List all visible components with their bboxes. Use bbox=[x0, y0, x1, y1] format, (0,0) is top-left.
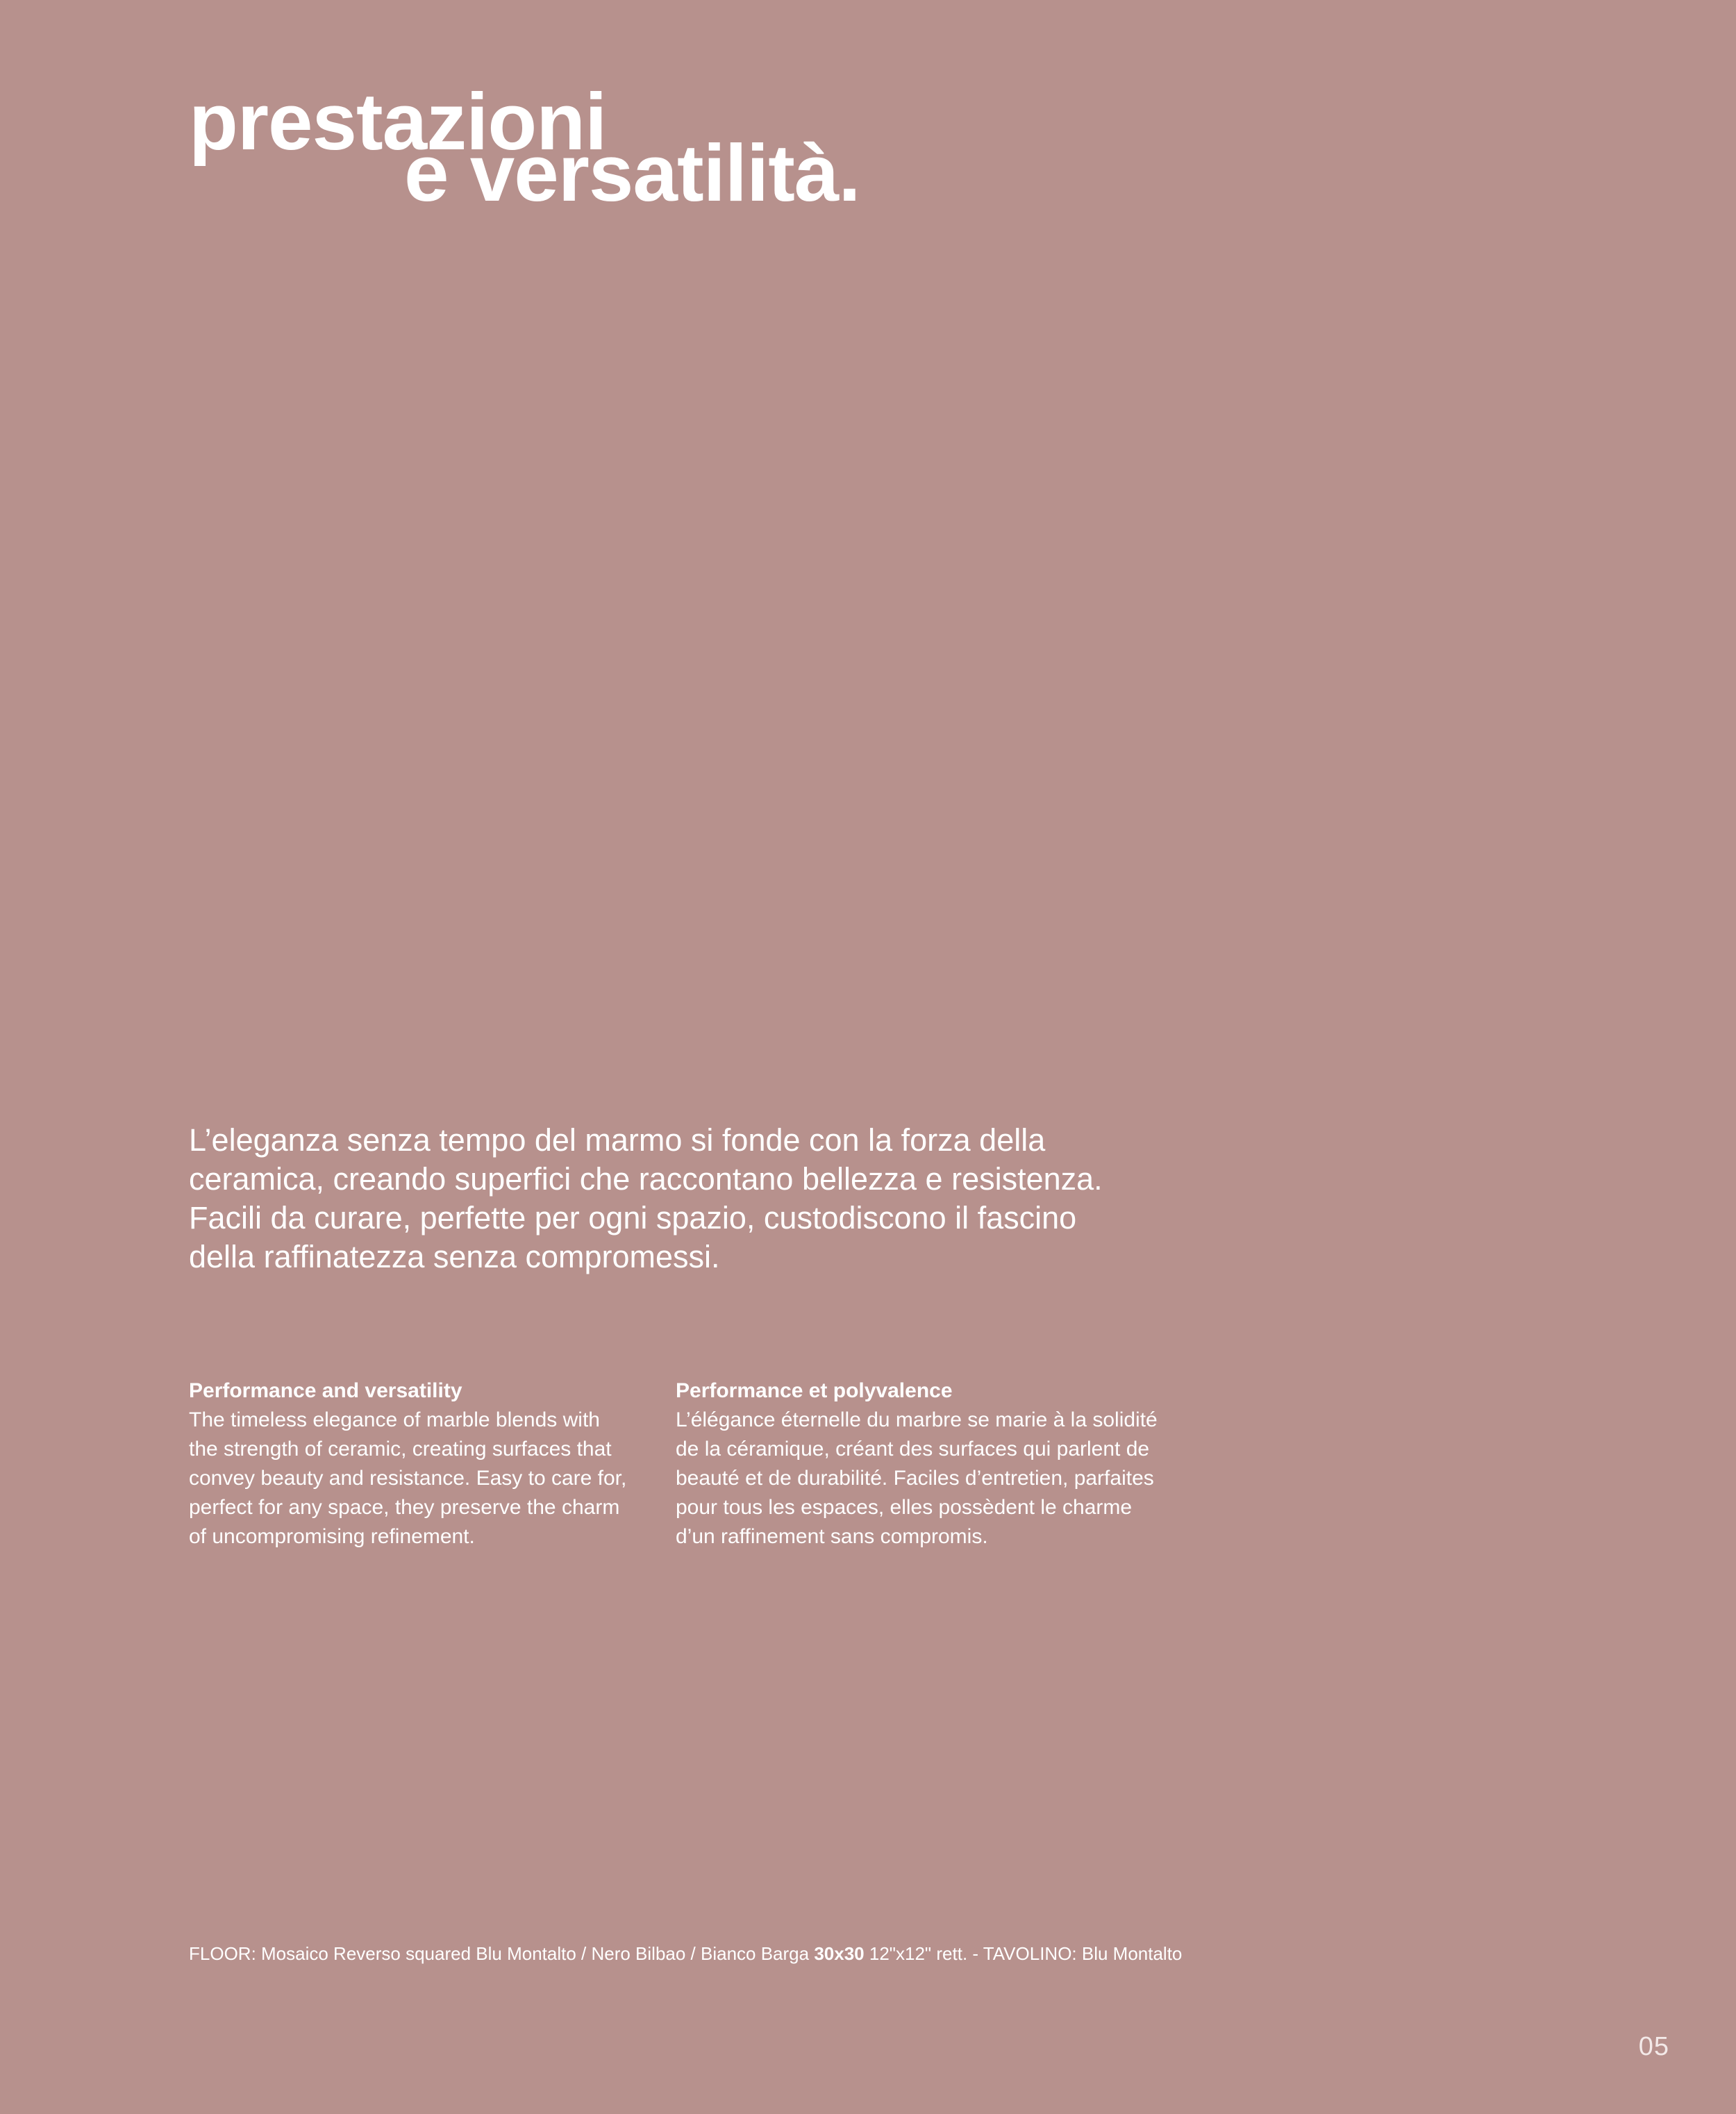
intro-paragraph-italian: L’eleganza senza tempo del marmo si fonde con la forza della ceramica, creando superfici che raccontano bellezza e resistenza. Facili da curare, perfette per ogni spazio, custodiscono il fascino della raffinatezza senza compromessi. bbox=[189, 1122, 1103, 1274]
french-column-body: L’élégance éternelle du marbre se marie à la solidité de la céramique, créant des surfaces qui parlent de beauté et de durabilité. Faciles d’entretien, parfaites pour tous les espaces, elles possèdent le charme d’un raffinement sans compromis. bbox=[676, 1408, 1158, 1548]
french-text-column bbox=[676, 1376, 1162, 1551]
page-headline bbox=[189, 76, 860, 218]
caption-size: 30x30 bbox=[814, 1943, 865, 1964]
english-column-body: The timeless elegance of marble blends with the strength of ceramic, creating surfaces that convey beauty and resistance. Easy to care for, perfect for any space, they preserve the charm of uncompromising refinement. bbox=[189, 1408, 627, 1548]
english-text-column bbox=[189, 1376, 633, 1551]
product-caption bbox=[189, 1942, 1182, 1965]
caption-suffix: 12"x12" rett. - TAVOLINO: Blu Montalto bbox=[864, 1943, 1183, 1964]
french-column-title: Performance et polyvalence bbox=[676, 1379, 953, 1402]
english-column-title: Performance and versatility bbox=[189, 1379, 462, 1402]
caption-prefix: FLOOR: Mosaico Reverso squared Blu Montalto / Nero Bilbao / Bianco Barga bbox=[189, 1943, 815, 1964]
page-number: 05 bbox=[1638, 2032, 1669, 2061]
headline-line-1: prestazioni bbox=[189, 76, 607, 167]
headline-line-2: e versatilità. bbox=[404, 128, 860, 218]
